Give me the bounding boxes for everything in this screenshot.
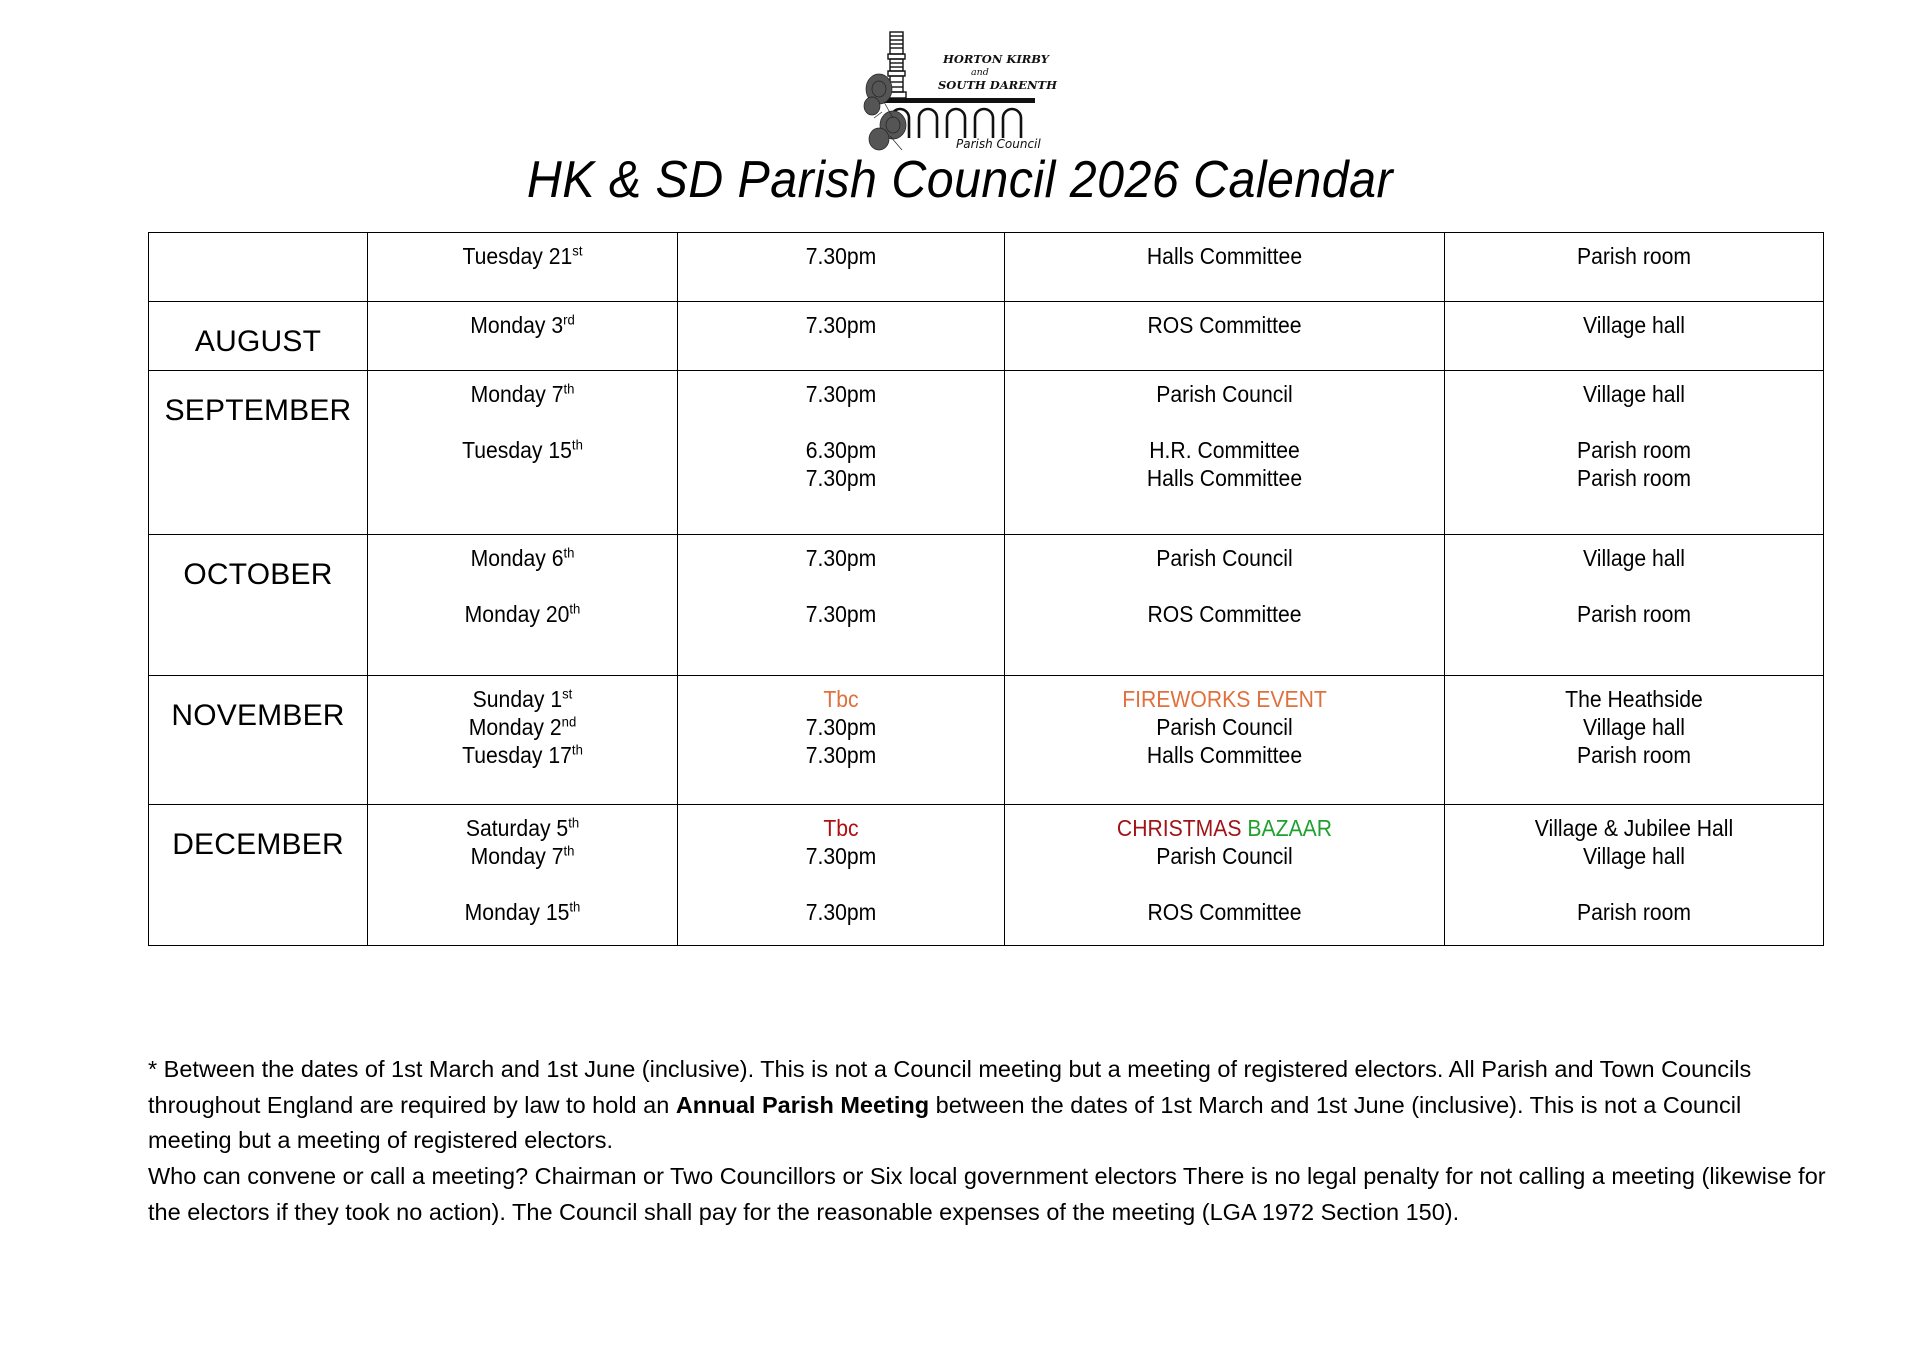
meeting-time: 7.30pm [805, 742, 877, 769]
meeting-body: Parish Council [1156, 843, 1293, 870]
month-label [254, 256, 263, 289]
logo-line-2: and [971, 67, 989, 78]
date-ordinal-suffix: th [571, 742, 583, 759]
meeting-time: Tbc [823, 686, 859, 712]
meeting-venue: Village hall [1583, 545, 1685, 571]
meeting-venue: Parish room [1576, 742, 1692, 769]
month-cell-content [149, 233, 367, 301]
meeting-date: Monday 15th [464, 899, 581, 926]
meeting-time: 6.30pm [805, 437, 877, 464]
month-cell-content [149, 805, 367, 873]
date-cell [368, 805, 678, 946]
calendar-table [148, 232, 1824, 946]
footnote-1-bold-term: Annual Parish Meeting [675, 1091, 930, 1118]
meeting-time: 7.30pm [805, 843, 877, 870]
date-cell [368, 371, 678, 535]
body-cell [1005, 535, 1445, 676]
body-cell-content [1005, 302, 1444, 348]
meeting-time: Tbc [823, 815, 859, 841]
meeting-body: Halls Committee [1146, 742, 1303, 769]
meeting-body: Parish Council [1156, 381, 1293, 407]
date-cell-content [368, 535, 677, 637]
meeting-time: 7.30pm [805, 545, 877, 571]
month-cell [149, 676, 368, 805]
meeting-date: Monday 2nd [468, 714, 577, 741]
date-cell-content [368, 302, 677, 348]
meeting-time: 7.30pm [805, 312, 877, 338]
date-ordinal-suffix: rd [563, 312, 575, 329]
date-ordinal-suffix: th [571, 437, 583, 454]
meeting-body [1028, 814, 1421, 842]
meeting-body: Parish Council [1156, 545, 1293, 571]
month-cell [149, 302, 368, 371]
body-cell-content [1005, 371, 1444, 501]
date-ordinal-suffix: st [572, 243, 583, 260]
bazaar-word: BAZAAR [1247, 815, 1333, 841]
meeting-body: ROS Committee [1147, 601, 1302, 628]
month-label: DECEMBER [172, 828, 344, 861]
month-cell [149, 233, 368, 302]
date-cell-content [368, 676, 677, 778]
date-cell [368, 233, 678, 302]
meeting-date: Saturday 5th [465, 815, 580, 841]
date-cell [368, 535, 678, 676]
meeting-body: ROS Committee [1147, 312, 1302, 338]
date-ordinal-suffix: th [563, 843, 575, 860]
date-ordinal-suffix: th [569, 601, 581, 618]
footnotes [0, 1052, 1920, 1231]
footnote-1-part-a: * Between the dates of 1st March and 1st June (inclusive). This is not a Council meeting but a meeting of registered electors. All Parish and Town Councils throughout England are required by law to hold an [148, 1056, 1752, 1118]
meeting-time: 7.30pm [805, 601, 877, 628]
parish-council-logo [860, 26, 1060, 154]
date-ordinal-suffix: th [563, 545, 575, 562]
venue-cell [1445, 302, 1824, 371]
venue-cell [1445, 371, 1824, 535]
venue-cell-content [1445, 805, 1823, 935]
month-cell-content [149, 535, 367, 603]
body-cell [1005, 371, 1445, 535]
time-cell-content [678, 371, 1004, 501]
time-cell [678, 233, 1005, 302]
footnote-paragraph-1 [148, 1052, 1830, 1159]
time-cell [678, 805, 1005, 946]
venue-cell-content [1445, 371, 1823, 501]
date-ordinal-suffix: th [563, 381, 575, 398]
venue-cell [1445, 233, 1824, 302]
meeting-time: 7.30pm [805, 243, 877, 269]
meeting-date: Monday 7th [470, 843, 575, 870]
table-row [149, 676, 1824, 805]
meeting-date: Tuesday 21st [462, 243, 583, 269]
meeting-body: ROS Committee [1147, 899, 1302, 926]
month-label: NOVEMBER [171, 699, 345, 732]
meeting-venue: Village hall [1583, 714, 1685, 741]
time-cell-content [678, 233, 1004, 279]
meeting-venue: Parish room [1576, 437, 1692, 464]
date-cell [368, 676, 678, 805]
meeting-date: Monday 3rd [470, 312, 575, 338]
month-cell-content [149, 302, 367, 370]
meeting-date: Sunday 1st [472, 686, 573, 712]
month-cell [149, 535, 368, 676]
meeting-date: Monday 20th [464, 601, 581, 628]
meeting-venue: Parish room [1576, 601, 1692, 628]
meeting-venue: Parish room [1576, 899, 1692, 926]
time-cell [678, 371, 1005, 535]
venue-cell-content [1445, 676, 1823, 778]
table-row [149, 302, 1824, 371]
footnote-1-part-b: between the dates of 1st March and 1st June (inclusive). This is not a Council meeting but a meeting of registered electors. [148, 1091, 1742, 1154]
meeting-venue: Village hall [1583, 843, 1685, 870]
date-cell-content [368, 805, 677, 935]
meeting-body: FIREWORKS EVENT [1122, 686, 1327, 712]
month-label: OCTOBER [183, 558, 333, 591]
meeting-time: 7.30pm [805, 381, 877, 407]
meeting-venue: The Heathside [1565, 686, 1703, 712]
time-cell-content [678, 535, 1004, 637]
logo-line-4: Parish Council [956, 137, 1041, 151]
meeting-venue: Parish room [1576, 243, 1692, 269]
meeting-body: Halls Committee [1146, 243, 1303, 269]
body-cell [1005, 233, 1445, 302]
body-cell-content [1005, 233, 1444, 279]
body-cell [1005, 302, 1445, 371]
meeting-date: Tuesday 15th [462, 437, 583, 464]
meeting-venue: Village & Jubilee Hall [1534, 815, 1734, 841]
date-ordinal-suffix: nd [561, 714, 577, 731]
body-cell-content [1005, 535, 1444, 637]
table-row [149, 805, 1824, 946]
time-cell [678, 535, 1005, 676]
venue-cell-content [1445, 233, 1823, 279]
meeting-date: Tuesday 17th [462, 742, 583, 769]
venue-cell-content [1445, 535, 1823, 637]
meeting-date: Monday 7th [470, 381, 575, 407]
table-row [149, 371, 1824, 535]
venue-cell [1445, 805, 1824, 946]
christmas-word: CHRISTMAS [1116, 815, 1242, 841]
meeting-date: Monday 6th [470, 545, 575, 571]
date-ordinal-suffix: th [569, 899, 581, 916]
date-cell-content [368, 371, 677, 473]
logo-header [0, 0, 1920, 151]
time-cell-content [678, 302, 1004, 348]
meeting-time: 7.30pm [805, 899, 877, 926]
table-row [149, 233, 1824, 302]
venue-cell [1445, 676, 1824, 805]
body-cell-content [1005, 805, 1444, 935]
footnote-paragraph-2: Who can convene or call a meeting? Chairman or Two Councillors or Six local government electors There is no legal penalty for not calling a meeting (likewise for the electors if they took no action). The Council shall pay for the reasonable expenses of the meeting (LGA 1972 Section 150). [148, 1163, 1826, 1225]
meeting-body: Halls Committee [1146, 465, 1303, 492]
body-cell [1005, 805, 1445, 946]
month-label: SEPTEMBER [164, 394, 352, 427]
date-cell-content [368, 233, 677, 279]
page-title: HK & SD Parish Council 2026 Calendar [526, 151, 1394, 209]
month-cell-content [149, 676, 367, 744]
time-cell-content [678, 805, 1004, 935]
logo-line-1: HORTON KIRBY [943, 52, 1049, 66]
month-cell-content [149, 371, 367, 439]
time-cell [678, 302, 1005, 371]
month-label: AUGUST [194, 325, 322, 358]
meeting-venue: Village hall [1583, 312, 1685, 338]
meeting-time: 7.30pm [805, 714, 877, 741]
date-ordinal-suffix: st [562, 686, 573, 703]
time-cell-content [678, 676, 1004, 778]
meeting-body: H.R. Committee [1149, 437, 1300, 464]
venue-cell [1445, 535, 1824, 676]
month-cell [149, 371, 368, 535]
body-cell-content [1005, 676, 1444, 778]
month-cell [149, 805, 368, 946]
meeting-body: Parish Council [1156, 714, 1293, 741]
venue-cell-content [1445, 302, 1823, 348]
logo-artwork [860, 26, 1060, 154]
date-ordinal-suffix: th [568, 815, 580, 832]
body-cell [1005, 676, 1445, 805]
meeting-venue: Village hall [1583, 381, 1685, 407]
date-cell [368, 302, 678, 371]
table-row [149, 535, 1824, 676]
logo-line-3: SOUTH DARENTH [938, 78, 1057, 92]
time-cell [678, 676, 1005, 805]
calendar-table-wrapper [0, 232, 1920, 946]
meeting-time: 7.30pm [805, 465, 877, 492]
meeting-venue: Parish room [1576, 465, 1692, 492]
